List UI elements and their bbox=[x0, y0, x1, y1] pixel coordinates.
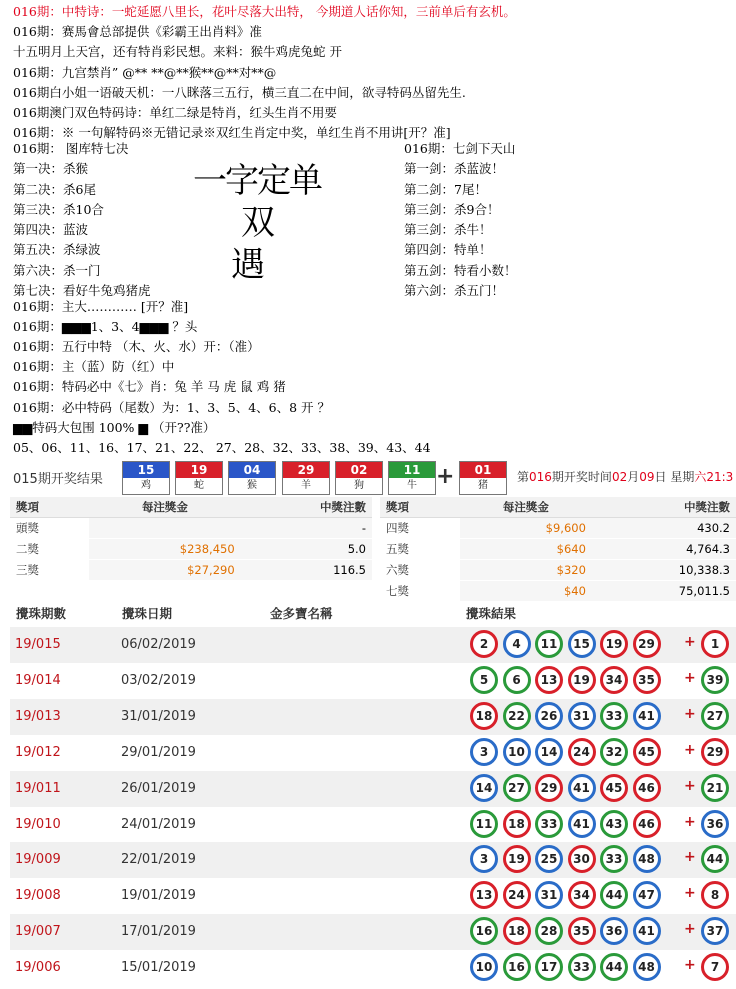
prize-table-right bbox=[380, 497, 736, 602]
forecast-line: 016期：※ 一句解特码※无错记录※双红生肖定中奖，单红生肖不用讲[开？准] bbox=[13, 125, 451, 141]
result-ball-number: 11 bbox=[389, 462, 435, 478]
forecast-line: 016期：九宫禁肖” @** **@**猴**@**对**@ bbox=[13, 64, 277, 80]
history-ball: 11 bbox=[470, 810, 498, 838]
history-ball: 28 bbox=[535, 917, 563, 945]
history-ball: 32 bbox=[600, 738, 628, 766]
history-ball: 33 bbox=[600, 845, 628, 873]
history-ball: 19 bbox=[503, 845, 531, 873]
result-ball bbox=[388, 461, 436, 495]
prize-name: 七獎 bbox=[380, 581, 460, 602]
prize-money: $238,450 bbox=[89, 539, 240, 560]
prize-header-cell: 獎項 bbox=[10, 497, 89, 518]
history-header-period: 攪珠期數 bbox=[16, 606, 67, 621]
history-ball: 41 bbox=[568, 810, 596, 838]
history-ball: 18 bbox=[470, 702, 498, 730]
history-ball: 19 bbox=[600, 630, 628, 658]
result-ball bbox=[122, 461, 170, 495]
big-text-line1: 一字定单双 bbox=[193, 161, 321, 243]
history-ball: 45 bbox=[600, 774, 628, 802]
forecast-line: 016期：特码必中《七》肖：兔 羊 马 虎 鼠 鸡 猪 bbox=[13, 379, 286, 395]
history-ball: 2 bbox=[470, 630, 498, 658]
prize-count: 4,764.3 bbox=[592, 539, 736, 560]
forecast-line: 016期：主大………… [开？准] bbox=[13, 299, 189, 314]
history-ball: 46 bbox=[633, 810, 661, 838]
left-column bbox=[13, 139, 151, 301]
history-period[interactable]: 19/011 bbox=[15, 780, 61, 796]
history-special-ball: 44 bbox=[701, 845, 729, 873]
history-special-ball: 7 bbox=[701, 953, 729, 981]
history-ball: 29 bbox=[633, 630, 661, 658]
right-column-item: 第二剑：7尾！ bbox=[404, 181, 487, 197]
left-column-header: 016期： 图库特七决 bbox=[13, 141, 129, 156]
forecast-line: 016期：必中特码（尾数）为：1、3、5、4、6、8 开 ？ bbox=[13, 399, 331, 415]
history-ball: 33 bbox=[535, 810, 563, 838]
history-ball: 41 bbox=[633, 917, 661, 945]
history-special-ball: 8 bbox=[701, 881, 729, 909]
result-ball-zodiac: 蛇 bbox=[194, 480, 204, 491]
history-row[interactable] bbox=[10, 878, 736, 914]
prize-name: 二獎 bbox=[10, 539, 89, 560]
left-column-item: 第一决：杀猴 bbox=[13, 161, 89, 177]
prize-money: $9,600 bbox=[460, 518, 592, 539]
history-row[interactable] bbox=[10, 842, 736, 878]
history-ball: 19 bbox=[568, 666, 596, 694]
history-ball: 11 bbox=[535, 630, 563, 658]
result-ball-zodiac: 羊 bbox=[301, 480, 311, 491]
result-ball-number: 02 bbox=[336, 462, 382, 478]
right-column-item: 第四剑：特单！ bbox=[404, 242, 492, 258]
history-ball: 33 bbox=[600, 702, 628, 730]
history-row[interactable] bbox=[10, 914, 736, 950]
result-ball-number: 29 bbox=[283, 462, 329, 478]
history-header-date: 攪珠日期 bbox=[122, 606, 173, 621]
history-period[interactable]: 19/013 bbox=[15, 708, 61, 724]
forecast-line: 05、06、11、16、17、21、22、 27、28、32、33、38、39、43、44 bbox=[13, 439, 431, 455]
history-ball: 30 bbox=[568, 845, 596, 873]
prize-row bbox=[10, 539, 372, 560]
history-special-ball: 1 bbox=[701, 630, 729, 658]
history-period[interactable]: 19/015 bbox=[15, 637, 61, 652]
history-special-ball: 29 bbox=[701, 738, 729, 766]
history-special-ball: 39 bbox=[701, 666, 729, 694]
history-ball: 3 bbox=[470, 738, 498, 766]
prize-header-cell: 中獎注數 bbox=[241, 497, 372, 518]
history-date: 22/01/2019 bbox=[121, 852, 196, 868]
history-special-ball: 36 bbox=[701, 810, 729, 838]
prize-name: 頭獎 bbox=[10, 518, 89, 539]
prize-name: 三獎 bbox=[10, 560, 89, 581]
plus-sign: + bbox=[684, 777, 696, 794]
history-ball: 3 bbox=[470, 845, 498, 873]
history-header-result: 攪珠結果 bbox=[466, 606, 517, 621]
history-row[interactable] bbox=[10, 771, 736, 807]
history-ball: 34 bbox=[600, 666, 628, 694]
history-period[interactable]: 19/008 bbox=[15, 888, 61, 904]
history-ball: 36 bbox=[600, 917, 628, 945]
history-ball: 41 bbox=[568, 774, 596, 802]
prize-money: $40 bbox=[460, 581, 592, 602]
big-handwritten-text bbox=[192, 160, 322, 286]
history-header-pool: 金多寶名稱 bbox=[270, 606, 333, 621]
prize-row bbox=[10, 518, 372, 539]
prize-money bbox=[89, 518, 240, 539]
history-ball: 26 bbox=[535, 702, 563, 730]
left-column-item: 第五决：杀绿波 bbox=[13, 242, 101, 258]
big-text-line2: 遇 bbox=[231, 245, 263, 285]
forecast-line: 016期：▆▆▆1、3、4▆▆▆ ？头 bbox=[13, 319, 198, 335]
history-ball: 41 bbox=[633, 702, 661, 730]
history-ball: 10 bbox=[470, 953, 498, 981]
result-ball bbox=[282, 461, 330, 495]
result-ball bbox=[175, 461, 223, 495]
forecast-line: 016期：主（蓝）防（红）中 bbox=[13, 359, 175, 375]
result-ball-zodiac: 狗 bbox=[354, 480, 364, 491]
result-ball-number: 19 bbox=[176, 462, 222, 478]
special-plus-sign: + bbox=[436, 464, 455, 489]
prize-row bbox=[380, 560, 736, 581]
forecast-line: ▆▆特码大包围 100% ▆ （开??准） bbox=[13, 419, 216, 435]
history-ball: 18 bbox=[503, 917, 531, 945]
prize-count: 5.0 bbox=[241, 539, 372, 560]
history-special-ball: 21 bbox=[701, 774, 729, 802]
history-ball: 35 bbox=[568, 917, 596, 945]
history-ball: 43 bbox=[600, 810, 628, 838]
history-ball: 13 bbox=[535, 666, 563, 694]
history-period[interactable]: 19/006 bbox=[15, 960, 61, 976]
prize-header-cell: 每注獎金 bbox=[89, 497, 240, 518]
result-ball-zodiac: 牛 bbox=[407, 480, 417, 491]
plus-sign: + bbox=[684, 885, 696, 902]
plus-sign: + bbox=[684, 921, 696, 938]
prize-count: 75,011.5 bbox=[592, 581, 736, 602]
history-ball: 24 bbox=[568, 738, 596, 766]
prize-money: $640 bbox=[460, 539, 592, 560]
plus-sign: + bbox=[684, 669, 696, 686]
plus-sign: + bbox=[684, 957, 696, 974]
history-ball: 10 bbox=[503, 738, 531, 766]
history-ball: 44 bbox=[600, 881, 628, 909]
result-ball-zodiac: 鸡 bbox=[141, 480, 151, 491]
history-ball: 31 bbox=[535, 881, 563, 909]
right-column-item: 第三剑：杀9合！ bbox=[404, 201, 500, 217]
left-column-item: 第四决：蓝波 bbox=[13, 222, 89, 238]
history-ball: 13 bbox=[470, 881, 498, 909]
history-ball: 5 bbox=[470, 666, 498, 694]
prize-header-cell: 中獎注數 bbox=[592, 497, 736, 518]
history-ball: 16 bbox=[503, 953, 531, 981]
forecast-line: 016期白小姐一语破天机：一八眯落三五行，横三直二在中间，欲寻特码丛留先生. bbox=[13, 84, 466, 100]
result-ball bbox=[335, 461, 383, 495]
history-period[interactable]: 19/014 bbox=[15, 672, 61, 688]
history-ball: 48 bbox=[633, 845, 661, 873]
history-ball: 16 bbox=[470, 917, 498, 945]
history-row[interactable] bbox=[10, 735, 736, 771]
prize-name: 五獎 bbox=[380, 539, 460, 560]
left-column-item: 第三决：杀10合 bbox=[13, 201, 104, 217]
history-ball: 14 bbox=[470, 774, 498, 802]
history-period[interactable]: 19/010 bbox=[15, 816, 61, 832]
history-ball: 22 bbox=[503, 702, 531, 730]
prize-row bbox=[10, 560, 372, 581]
forecast-line: 016期：五行中特 （木、火、水）开：（准） bbox=[13, 339, 260, 355]
history-ball: 14 bbox=[535, 738, 563, 766]
prize-header-cell: 獎項 bbox=[380, 497, 460, 518]
history-special-ball: 27 bbox=[701, 702, 729, 730]
history-ball: 4 bbox=[503, 630, 531, 658]
history-row[interactable] bbox=[10, 663, 736, 699]
prize-money: $320 bbox=[460, 560, 592, 581]
result-ball-zodiac: 猪 bbox=[478, 480, 488, 491]
right-column-item: 第三剑：杀牛！ bbox=[404, 222, 492, 238]
history-row[interactable] bbox=[10, 699, 736, 735]
history-row[interactable] bbox=[10, 950, 736, 986]
prize-row bbox=[380, 539, 736, 560]
plus-sign: + bbox=[684, 634, 696, 650]
history-header bbox=[0, 599, 736, 627]
right-column-item: 第一剑：杀蓝波！ bbox=[404, 161, 505, 177]
forecast-line: 016期：赛馬會总部提供《彩霸王出肖料》准 bbox=[13, 24, 262, 40]
history-date: 15/01/2019 bbox=[121, 960, 196, 976]
result-ball bbox=[228, 461, 276, 495]
result-ball-number: 04 bbox=[229, 462, 275, 478]
history-period[interactable]: 19/009 bbox=[15, 852, 61, 868]
draw-result-label: 015期开奖结果 bbox=[13, 472, 103, 487]
forecast-line: 016期：中特诗：一蛇延愿八里长，花叶尽落大出特， 今期道人话你知，三前单后有玄机。 bbox=[13, 4, 516, 19]
prize-name: 四獎 bbox=[380, 518, 460, 539]
right-column-item: 第六剑：杀五门！ bbox=[404, 283, 505, 299]
plus-sign: + bbox=[684, 705, 696, 722]
history-ball: 27 bbox=[503, 774, 531, 802]
history-ball: 33 bbox=[568, 953, 596, 981]
prize-name: 六獎 bbox=[380, 560, 460, 581]
prize-count: - bbox=[241, 518, 372, 539]
prize-count: 430.2 bbox=[592, 518, 736, 539]
left-column-item: 第七决：看好牛兔鸡猪虎 bbox=[13, 283, 151, 299]
result-ball-number: 01 bbox=[460, 462, 506, 478]
history-ball: 44 bbox=[600, 953, 628, 981]
history-period[interactable]: 19/007 bbox=[15, 924, 61, 940]
plus-sign: + bbox=[684, 813, 696, 830]
history-row[interactable] bbox=[10, 807, 736, 843]
history-ball: 29 bbox=[535, 774, 563, 802]
history-date: 06/02/2019 bbox=[121, 637, 196, 652]
right-column bbox=[404, 139, 517, 301]
history-ball: 18 bbox=[503, 810, 531, 838]
history-ball: 48 bbox=[633, 953, 661, 981]
result-ball-number: 15 bbox=[123, 462, 169, 478]
history-ball: 25 bbox=[535, 845, 563, 873]
history-period[interactable]: 19/012 bbox=[15, 744, 61, 760]
history-date: 17/01/2019 bbox=[121, 924, 196, 940]
history-ball: 6 bbox=[503, 666, 531, 694]
history-special-ball: 37 bbox=[701, 917, 729, 945]
prize-count: 116.5 bbox=[241, 560, 372, 581]
prize-header-cell: 每注獎金 bbox=[460, 497, 592, 518]
history-ball: 35 bbox=[633, 666, 661, 694]
right-column-header: 016期：七剑下天山 bbox=[404, 141, 516, 156]
history-ball: 34 bbox=[568, 881, 596, 909]
prize-money: $27,290 bbox=[89, 560, 240, 581]
history-ball: 47 bbox=[633, 881, 661, 909]
right-column-item: 第五剑：特看小数！ bbox=[404, 262, 517, 278]
plus-sign: + bbox=[684, 741, 696, 758]
left-column-item: 第二决：杀6尾 bbox=[13, 181, 96, 197]
next-draw-info: 第016期开奖时间02月09日 星期六21:3 bbox=[517, 470, 734, 484]
history-date: 29/01/2019 bbox=[121, 744, 196, 760]
history-ball: 17 bbox=[535, 953, 563, 981]
plus-sign: + bbox=[684, 849, 696, 866]
history-date: 03/02/2019 bbox=[121, 672, 196, 688]
history-date: 26/01/2019 bbox=[121, 780, 196, 796]
prize-row bbox=[380, 518, 736, 539]
history-ball: 45 bbox=[633, 738, 661, 766]
history-ball: 24 bbox=[503, 881, 531, 909]
history-ball: 46 bbox=[633, 774, 661, 802]
history-date: 31/01/2019 bbox=[121, 708, 196, 724]
forecast-line: 十五明月上天宫，还有特肖彩民想。来料：猴牛鸡虎兔蛇 开 bbox=[13, 44, 342, 60]
prize-count: 10,338.3 bbox=[592, 560, 736, 581]
history-ball: 15 bbox=[568, 630, 596, 658]
prize-table-left bbox=[10, 497, 372, 581]
left-column-item: 第六决：杀一门 bbox=[13, 262, 101, 278]
result-ball-zodiac: 猴 bbox=[247, 480, 257, 491]
forecast-line: 016期澳门双色特码诗：单红二绿是特肖，红头生肖不用要 bbox=[13, 105, 337, 120]
special-result-ball bbox=[459, 461, 507, 495]
history-date: 24/01/2019 bbox=[121, 816, 196, 832]
history-row[interactable] bbox=[10, 627, 736, 663]
history-date: 19/01/2019 bbox=[121, 888, 196, 904]
history-ball: 31 bbox=[568, 702, 596, 730]
